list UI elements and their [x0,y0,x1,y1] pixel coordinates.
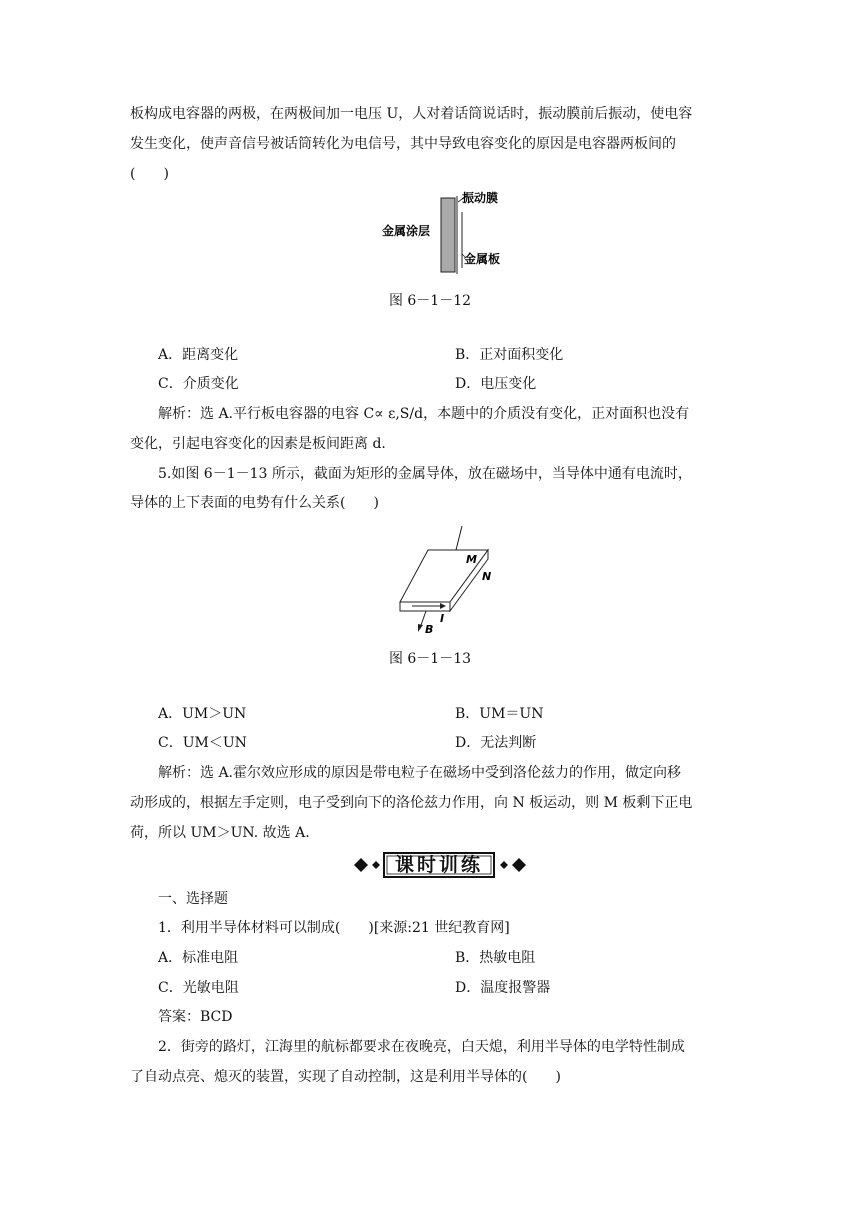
section-banner [340,850,540,880]
analysis-line: 变化，引起电容变化的因素是板间距离 d. [130,436,386,452]
option-d: D．电压变化 [455,376,537,392]
label-I: I [440,612,445,625]
label-M: M [466,553,477,566]
option-b: B．热敏电阻 [455,950,536,966]
diamond-icon [512,858,526,872]
question-line: 5.如图 6－1－13 所示，截面为矩形的金属导体，放在磁场中，当导体中通有电流时， [158,466,692,482]
field-line-top [456,526,462,550]
question-line: 导体的上下表面的电势有什么关系( ) [130,495,379,511]
option-d: D．温度报警器 [455,980,551,996]
option-a: A．标准电阻 [158,950,239,966]
label-membrane: 振动膜 [462,191,499,205]
option-d: D．无法判断 [455,735,537,751]
figure-6-1-13 [390,522,510,637]
analysis-line: 荷，所以 UM＞UN. 故选 A. [130,825,310,841]
analysis-line: 动形成的，根据左手定则，电子受到向下的洛伦兹力作用，向 N 板运动，则 M 板剩下正电 [130,795,693,811]
label-N: N [482,570,492,583]
option-c: C．UM＜UN [158,735,247,751]
diamond-icon [372,861,380,869]
paragraph-line: 板构成电容器的两极，在两极间加一电压 U，人对着话筒说话时，振动膜前后振动，使电容 [130,106,693,122]
label-plate: 金属板 [464,252,501,266]
option-c: C．光敏电阻 [158,980,239,996]
analysis-line: 解析：选 A.霍尔效应形成的原因是带电粒子在磁场中受到洛伦兹力的作用，做定向移 [158,765,682,781]
answer-line: 答案：BCD [158,1009,233,1025]
label-B: B [425,623,434,636]
diamond-icon [500,861,508,869]
metal-coating-layer [441,198,455,272]
diamond-icon [354,858,368,872]
figure-6-1-12 [380,188,520,278]
option-c: C．介质变化 [158,376,239,392]
question-line: 2．街旁的路灯，江海里的航标都要求在夜晚亮，白天熄，利用半导体的电学特性制成 [158,1039,685,1055]
question-line: 了自动点亮、熄灭的装置，实现了自动控制，这是利用半导体的( ) [130,1069,561,1085]
option-a: A．UM＞UN [158,706,247,722]
paragraph-line: 发生变化，使声音信号被话筒转化为电信号，其中导致电容变化的原因是电容器两板间的 [130,136,676,152]
option-a: A．距离变化 [158,347,239,363]
field-arrow-icon [418,624,423,632]
analysis-line: 解析：选 A.平行板电容器的电容 C∝ ε,S/d，本题中的介质没有变化，正对面积也没有 [158,406,690,422]
paragraph-line: ( ) [130,166,169,182]
option-b: B．UM＝UN [455,706,544,722]
figure-caption: 图 6－1－13 [388,651,472,667]
figure-caption: 图 6－1－12 [388,293,472,309]
label-coating: 金属涂层 [382,224,431,238]
banner-title: 课时训练 [394,854,483,876]
option-b: B．正对面积变化 [455,347,564,363]
section-heading: 一、选择题 [158,891,228,907]
question-line: 1．利用半导体材料可以制成( )[来源:21 世纪教育网] [158,920,510,936]
